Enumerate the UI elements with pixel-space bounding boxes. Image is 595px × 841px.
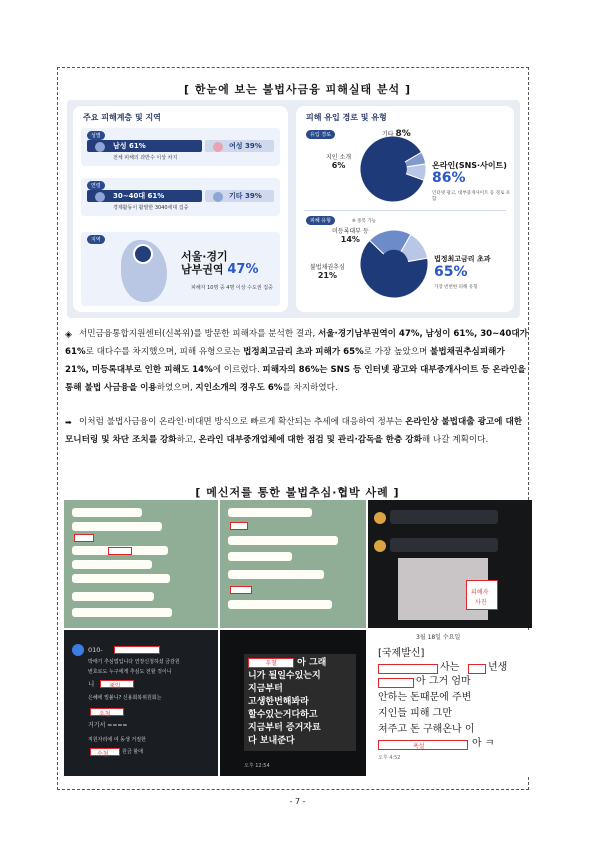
message-line: 지금부터: [248, 684, 283, 694]
person-icon: [213, 192, 223, 202]
message-line: 거기서 ====: [88, 722, 128, 729]
text-bold: 지인소개의 경우도 6%: [195, 383, 283, 393]
message-line: 아 그거 엄마: [416, 676, 471, 687]
redaction-box: [378, 678, 414, 688]
chat-bubble: [390, 510, 498, 524]
panel-route-type: [296, 106, 514, 312]
age-row: [81, 178, 280, 216]
region-label: [181, 250, 258, 276]
chat-bubble: [228, 508, 312, 517]
type-collect-text: 불법채권추심: [310, 264, 345, 271]
redaction-box: [466, 580, 498, 610]
text-bold: 온라인상 불법대출 광고에 대한 모니터링 및 차단 조치를 강화: [65, 417, 523, 445]
section-title-cases: [ 메신저를 통한 불법추심·협박 사례 ]: [195, 486, 400, 499]
message-line: 다 보내준다: [248, 736, 295, 746]
text-bold: 서울·경기남부권역이 47%,: [317, 329, 423, 339]
redaction-box: [90, 748, 120, 756]
message-line: 아 ㅋ: [472, 738, 495, 749]
redaction-box: [90, 708, 124, 716]
text: 이르렀다.: [223, 365, 263, 375]
route-other-text: 기타: [382, 131, 394, 138]
route-acq-pct: 6%: [331, 161, 346, 170]
gender-note: 전체 피해의 과반수 이상 차지: [113, 155, 178, 161]
avatar: [374, 540, 386, 552]
type-tag: 피해 유형: [306, 216, 335, 225]
chat-bubble: [72, 574, 170, 583]
age-note: 경제활동이 활발한 3040세대 집중: [113, 205, 189, 211]
route-acq-label: [326, 154, 351, 171]
chat-bubble: [390, 538, 498, 552]
person-icon: [213, 142, 223, 152]
route-online-pct: [432, 170, 466, 186]
person-icon: [95, 142, 105, 152]
age-other-label: 기타 39%: [229, 192, 262, 200]
date-header: 3월 18일 수요일: [416, 634, 461, 641]
type-rate-pct-value: 65%: [434, 264, 468, 280]
chat-screenshot-2: [220, 500, 366, 628]
message-line: 은혜에 빌붙니? 신용회복위원회는: [88, 695, 162, 701]
redaction-label: 욕설: [413, 743, 425, 750]
paragraph-analysis: [65, 325, 531, 397]
message-line: 사는: [440, 662, 460, 673]
region-pct: 47%: [227, 262, 259, 277]
redaction-box: [378, 664, 438, 674]
message-line: 안하는 돈때문에 주변: [378, 692, 472, 703]
male-bar: [87, 140, 202, 152]
region-line1: 서울·경기: [181, 250, 228, 263]
redaction-box: [100, 680, 134, 688]
route-other-pct: 8%: [395, 129, 411, 139]
section-title-analysis: [ 한눈에 보는 불법사금융 피해실태 분석 ]: [183, 83, 412, 96]
message-line: [국제발신]: [378, 648, 425, 659]
avatar: [374, 512, 386, 524]
type-unreg-text: 미등록대부 등: [332, 228, 369, 235]
text-bold: 피해가 65%: [315, 347, 364, 357]
region-row: [81, 232, 280, 306]
redaction-box: [108, 547, 132, 555]
message-line: 니가 될일수있는지: [248, 671, 321, 681]
route-online-text: 온라인(SNS·사이트): [432, 161, 507, 170]
threat-first-line: [248, 657, 352, 670]
redaction-label: 사진: [475, 599, 487, 606]
page-number: - 7 -: [289, 797, 306, 806]
threat-message-screenshot: [220, 630, 366, 776]
chat-bubble: [228, 570, 324, 579]
male-label: 남성 61%: [113, 142, 146, 150]
redaction-box: [114, 646, 160, 654]
type-dup-note: ※ 중복 가능: [352, 219, 377, 224]
paragraph-plan: [65, 413, 531, 449]
phone-prefix: 010-: [88, 646, 103, 654]
message-line: 번호로도 누구에게 추심도 전할 것이니: [88, 669, 172, 675]
text: 에: [212, 365, 222, 375]
female-label: 여성 39%: [229, 142, 262, 150]
redaction-box: [230, 586, 252, 594]
message-line: 할수있는거다하고: [248, 710, 318, 720]
divider: [304, 210, 506, 211]
age-main-label: 30~40대 61%: [113, 192, 165, 200]
chat-screenshot-3: [368, 500, 532, 628]
chat-bubble: [72, 608, 172, 617]
region-tag: 지역: [87, 235, 105, 244]
redaction-box: [74, 534, 94, 542]
type-pie-chart: [360, 230, 428, 298]
bullet-diamond: ◈: [65, 330, 72, 340]
message-line: 지인들 피해 그만: [378, 708, 452, 719]
redaction-box: [378, 740, 468, 750]
person-icon: [95, 192, 105, 202]
panel-heading: 주요 피해계층 및 지역: [83, 113, 161, 122]
infographic: [67, 100, 520, 318]
text: 이처럼 불법사금융이 온라인·비대면 방식으로 빠르게 확산되는 추세에 대응하여 정부는: [79, 417, 403, 427]
route-tag: 유입 경로: [306, 130, 335, 139]
route-online-pct-value: 86%: [432, 170, 466, 186]
chat-bubble: [72, 522, 162, 531]
type-rate-pct: [434, 264, 468, 280]
pie-center: [380, 250, 409, 279]
text: 로 대다수를 차지했으며, 피해 유형으로는: [85, 347, 244, 357]
pie-center: [379, 155, 407, 183]
text: 로 가장 높았으며: [363, 347, 431, 357]
type-collect-label: [310, 264, 345, 281]
message-line: 지금부터 증거자료: [248, 723, 321, 733]
chat-bubble: [228, 536, 338, 545]
message-line: 박태기 추심법입니다 연장신청하셨 금감원: [88, 659, 180, 665]
text: 하였으며,: [156, 383, 196, 393]
route-acq-text: 지인 소개: [326, 154, 352, 161]
type-rate-label: 법정최고금리 초과: [434, 255, 491, 263]
sms-screenshot: [368, 630, 532, 776]
text-bold: 불법채권추심피해가 21%, 미등록대부로 인한 피해도 14%: [65, 347, 505, 375]
chat-bubble: [228, 600, 332, 609]
redaction-box: [230, 522, 248, 530]
age-main-bar: [87, 190, 202, 202]
chat-bubble: [72, 592, 154, 601]
text: 를 차지하였다.: [282, 383, 338, 393]
text-bold: 피해자의 86%는 SNS 등 인터넷 광고와 대부중개사이트 등 온라인을 통해 불법: [65, 365, 526, 393]
redaction-box: [468, 664, 486, 674]
route-online-note: 인터넷 광고, 대부중개사이트 등 경로 포함: [432, 191, 511, 202]
region-note: 피해자 10명 중 4명 이상 수도권 집중: [191, 285, 273, 291]
text-bold: 법정최고금리 초과: [243, 347, 313, 357]
notification-screenshot: [64, 630, 218, 776]
message-line: 년생: [488, 662, 508, 673]
redaction-label: 수철: [97, 751, 109, 758]
age-tag: 연령: [87, 181, 105, 190]
message-line: 쳐주고 돈 구해온나 이: [378, 724, 475, 735]
message-line: 고생한번해봐라: [248, 697, 309, 707]
gender-row: [81, 128, 280, 166]
type-rate-note: 가장 빈번한 피해 유형: [434, 285, 478, 290]
threat-message: [244, 654, 356, 751]
age-other-bar: [205, 190, 274, 202]
chat-screenshot-1: [64, 500, 218, 628]
text-bold: 남성이 61%, 30~40대가 61%: [65, 329, 528, 357]
region-line2: 남부권역: [181, 263, 224, 276]
message-line: 직원자리에 여 동생 거절한: [88, 737, 146, 743]
route-other-label: [382, 130, 411, 139]
chat-icon: [72, 644, 84, 656]
chat-bubble: [228, 552, 292, 561]
text-bold: 사금융을 이용: [103, 383, 157, 393]
timestamp: 오후 12:54: [244, 763, 270, 769]
redaction-label: 제일: [109, 683, 121, 690]
text-bold: 온라인 대부중개업체에: [198, 435, 285, 445]
chat-bubble: [72, 560, 152, 569]
panel-heading: 피해 유입 경로 및 유형: [306, 113, 387, 122]
redaction-box: 우철: [248, 658, 294, 668]
redaction-label: 우철: [99, 711, 111, 718]
bullet-arrow: ➡: [65, 418, 72, 427]
map-pin-icon: [133, 244, 153, 264]
text: 해 나갈 계획이다.: [421, 435, 489, 445]
type-unreg-pct: 14%: [340, 235, 360, 244]
redaction-label: 피해자: [471, 589, 489, 596]
text: 하고,: [176, 435, 199, 445]
message-line: 아 그래: [297, 658, 327, 668]
gender-tag: 성별: [87, 131, 105, 140]
message-line: 원금 할애: [122, 749, 143, 755]
panel-victims: [73, 106, 288, 312]
female-bar: [205, 140, 274, 152]
type-collect-pct: 21%: [317, 271, 337, 280]
chat-bubble: [72, 508, 142, 517]
route-pie-chart: [360, 136, 426, 202]
text: 서민금융통합지원센터(신복위)를 방문한 피해자를 분석한 결과,: [79, 329, 318, 339]
text-bold: 대한 점검 및 관리·감독을 한층 강화: [287, 435, 422, 445]
timestamp: 오후 4:52: [378, 755, 401, 761]
type-unreg-label: [332, 228, 369, 245]
phone-line: [88, 644, 103, 656]
message-line: 니: [88, 680, 95, 688]
